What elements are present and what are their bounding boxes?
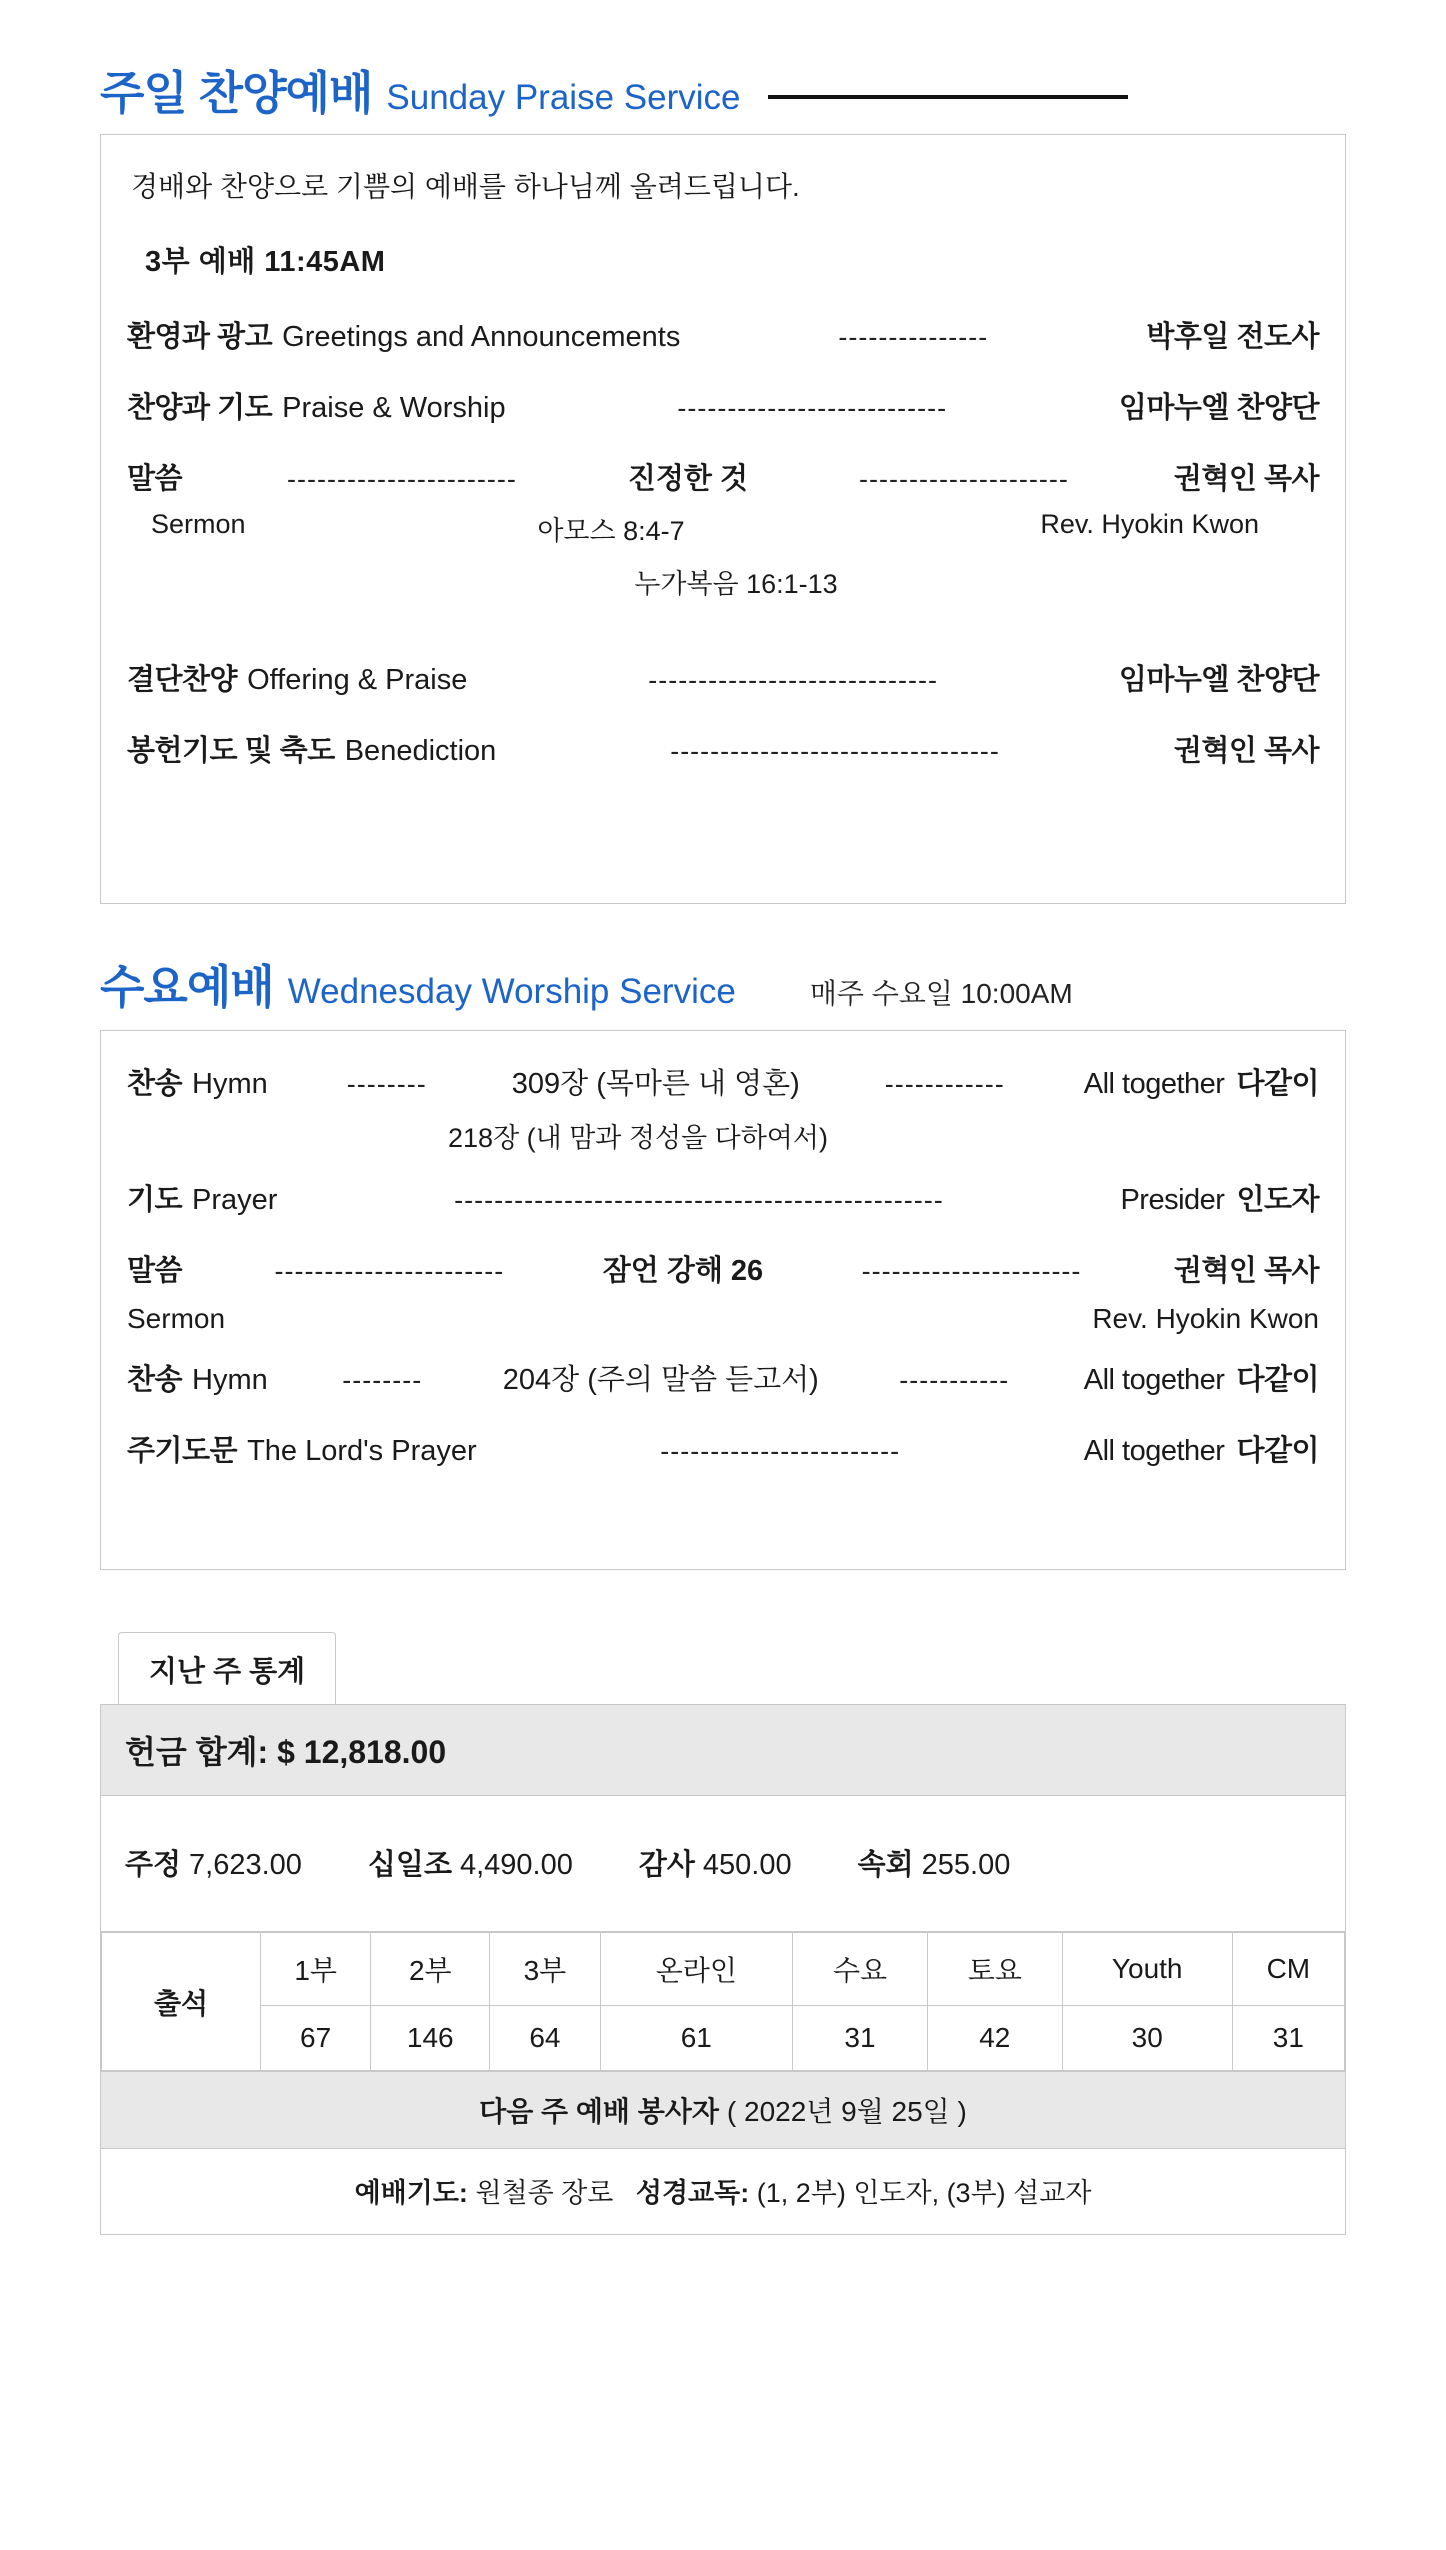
lords-prayer-role-ko: 다같이 — [1236, 1435, 1319, 1467]
attendance-value: 31 — [1232, 2006, 1344, 2071]
servers-row — [101, 2149, 1345, 2234]
offering-breakdown — [101, 1796, 1345, 1932]
order-line-label-en: Praise & Worship — [282, 392, 506, 424]
order-line-hymn-2 — [127, 1357, 1319, 1398]
wednesday-title-english: Wednesday Worship Service — [287, 972, 736, 1011]
wednesday-time-note: 매주 수요일 10:00AM — [809, 978, 1073, 1009]
servers-scripture-label: 성경교독: — [635, 2178, 750, 2208]
order-line-label-en: Benediction — [344, 735, 497, 767]
order-line-person: 권혁인 목사 — [1173, 1255, 1320, 1287]
wednesday-service-box — [100, 1030, 1346, 1570]
sunday-title-english: Sunday Praise Service — [386, 78, 741, 117]
order-line-label-ko: 찬송 — [127, 1364, 183, 1396]
attendance-row-label: 출석 — [102, 1933, 261, 2071]
sermon-preacher-en: Rev. Hyokin Kwon — [1040, 509, 1259, 539]
attendance-value: 42 — [927, 2006, 1062, 2071]
order-line-offering-praise — [127, 657, 1319, 698]
order-line-dots-right: --------------------- — [859, 464, 1069, 494]
order-line-greetings — [127, 314, 1319, 355]
offering-item — [125, 1842, 302, 1883]
attendance-value: 30 — [1062, 2006, 1232, 2071]
offering-item-label: 감사 — [638, 1849, 695, 1881]
hymn-1-role-en: All together — [1083, 1068, 1225, 1100]
offering-item — [858, 1842, 1011, 1883]
order-line-person: 박후일 전도사 — [1146, 321, 1319, 353]
order-line-dots: --------------------------- — [677, 393, 948, 423]
weekly-stats-section — [100, 1632, 1346, 2235]
offering-item-label: 십일조 — [367, 1849, 452, 1881]
order-line-label-ko: 환영과 광고 — [127, 321, 273, 353]
order-line-label-ko: 말씀 — [127, 463, 183, 495]
order-line-label-ko: 찬송 — [127, 1068, 183, 1100]
order-line-person: 권혁인 목사 — [1173, 463, 1319, 495]
sermon-label-en: Sermon — [151, 509, 246, 539]
order-line-label-ko: 결단찬양 — [127, 664, 238, 696]
order-line-dots-right: ---------------------- — [861, 1256, 1082, 1286]
table-row — [102, 1933, 1345, 2006]
next-week-label: 다음 주 예배 봉사자 — [479, 2096, 719, 2127]
sunday-service-time: 3부 예배 11:45AM — [145, 246, 386, 278]
order-line-dots: --------------------------------- — [670, 736, 1000, 766]
order-line-dots-left: ----------------------- — [274, 1256, 505, 1286]
order-line-sermon — [127, 1248, 1319, 1289]
offering-item-label: 속회 — [857, 1849, 914, 1881]
attendance-value: 146 — [371, 2006, 490, 2071]
servers-prayer-value: 원철종 장로 — [475, 2178, 614, 2208]
hymn-2-title: 204장 (주의 말씀 듣고서) — [502, 1364, 819, 1396]
attendance-table — [101, 1932, 1345, 2071]
wednesday-title-korean: 수요예배 — [100, 961, 274, 1013]
order-line-person: 권혁인 목사 — [1173, 735, 1319, 767]
attendance-col-header: CM — [1232, 1933, 1344, 2006]
order-line-label-ko: 봉헌기도 및 축도 — [127, 735, 335, 767]
order-line-label-ko: 말씀 — [127, 1255, 183, 1287]
sunday-title-korean: 주일 찬양예배 — [100, 67, 373, 119]
order-line-label-en: Greetings and Announcements — [282, 321, 681, 353]
next-week-date: ( 2022년 9월 25일 ) — [726, 2096, 967, 2127]
order-line-dots-left: -------- — [346, 1069, 427, 1099]
attendance-col-header: 3부 — [490, 1933, 600, 2006]
hymn-1-role-ko: 다같이 — [1236, 1068, 1319, 1100]
prayer-role-en: Presider — [1120, 1184, 1225, 1216]
order-line-dots-right: ------------ — [884, 1069, 1005, 1099]
sermon-scripture-2: 누가복음 16:1-13 — [634, 569, 838, 599]
offering-item-label: 주정 — [125, 1849, 182, 1881]
attendance-value: 31 — [793, 2006, 928, 2071]
lords-prayer-role-en: All together — [1083, 1435, 1225, 1467]
offering-item — [639, 1842, 792, 1883]
offering-item-value: 255.00 — [921, 1849, 1011, 1881]
hymn-2-role-en: All together — [1083, 1364, 1225, 1396]
order-line-dots-right: ----------- — [899, 1365, 1010, 1395]
sermon-preacher-en: Rev. Hyokin Kwon — [1092, 1303, 1319, 1334]
order-line-label-ko: 주기도문 — [127, 1435, 238, 1467]
offering-item-value: 4,490.00 — [459, 1849, 573, 1881]
order-line-label-ko: 기도 — [127, 1184, 183, 1216]
order-line-dots-left: -------- — [342, 1365, 423, 1395]
attendance-value: 67 — [261, 2006, 371, 2071]
order-line-dots: ----------------------------- — [648, 665, 938, 695]
sermon-scripture-1: 아모스 8:4-7 — [537, 516, 685, 546]
wednesday-service-heading — [100, 961, 1346, 1013]
servers-prayer-label: 예배기도: — [354, 2178, 468, 2208]
attendance-value: 61 — [600, 2006, 793, 2071]
order-line-label-ko: 찬양과 기도 — [127, 392, 273, 424]
offering-total: 헌금 합계: $ 12,818.00 — [101, 1705, 1345, 1796]
order-line-label-en: Offering & Praise — [247, 664, 468, 696]
order-line-sermon — [127, 456, 1319, 497]
attendance-col-header: 토요 — [927, 1933, 1062, 2006]
stats-box — [100, 1704, 1346, 2235]
next-week-servers-header — [101, 2071, 1345, 2149]
attendance-col-header: 온라인 — [600, 1933, 793, 2006]
stats-tab-label: 지난 주 통계 — [118, 1632, 336, 1704]
wednesday-sermon-title: 잠언 강해 26 — [602, 1255, 764, 1287]
order-line-dots: ------------------------------------------------- — [454, 1185, 944, 1215]
wednesday-sermon-subrow — [127, 1303, 1319, 1335]
hymn-1-second-title: 218장 (내 맘과 정성을 다하여서) — [448, 1123, 828, 1153]
sunday-service-heading — [100, 67, 1346, 119]
sermon-subrow-2 — [127, 562, 1319, 601]
order-line-label-en: Prayer — [192, 1184, 278, 1216]
order-line-dots: --------------- — [838, 322, 989, 352]
sermon-label-en: Sermon — [127, 1303, 226, 1334]
hymn-2-role-ko: 다같이 — [1236, 1364, 1319, 1396]
spacer — [127, 562, 401, 601]
order-line-benediction — [127, 728, 1319, 769]
attendance-col-header: 수요 — [793, 1933, 928, 2006]
offering-item-value: 450.00 — [702, 1849, 792, 1881]
order-line-label-en: The Lord's Prayer — [247, 1435, 477, 1467]
attendance-value: 64 — [490, 2006, 600, 2071]
attendance-col-header: 2부 — [371, 1933, 490, 2006]
sermon-title: 진정한 것 — [627, 463, 748, 495]
order-line-label-en: Hymn — [192, 1364, 268, 1396]
prayer-role-ko: 인도자 — [1236, 1184, 1319, 1216]
sermon-subrow — [127, 509, 1319, 548]
order-line-praise-worship — [127, 385, 1319, 426]
attendance-col-header: Youth — [1062, 1933, 1232, 2006]
order-line-person: 임마누엘 찬양단 — [1118, 392, 1319, 424]
attendance-col-header: 1부 — [261, 1933, 371, 2006]
offering-item — [368, 1842, 573, 1883]
order-line-label-en: Hymn — [192, 1068, 268, 1100]
order-line-hymn-1 — [127, 1061, 1319, 1102]
order-line-lords-prayer — [127, 1428, 1319, 1469]
sunday-intro-text: 경배와 찬양으로 기쁨의 예배를 하나님께 올려드립니다. — [131, 171, 800, 202]
sunday-service-box — [100, 134, 1346, 904]
order-line-prayer — [127, 1177, 1319, 1218]
order-line-dots-left: ----------------------- — [287, 464, 517, 494]
order-line-dots: ------------------------ — [660, 1436, 901, 1466]
offering-item-value: 7,623.00 — [189, 1849, 302, 1881]
servers-scripture-value: (1, 2부) 인도자, (3부) 설교자 — [756, 2178, 1092, 2208]
hymn-1-title: 309장 (목마른 내 영혼) — [511, 1068, 800, 1100]
heading-rule — [768, 95, 1128, 99]
table-row — [102, 2006, 1345, 2071]
order-line-person: 임마누엘 찬양단 — [1118, 664, 1319, 696]
